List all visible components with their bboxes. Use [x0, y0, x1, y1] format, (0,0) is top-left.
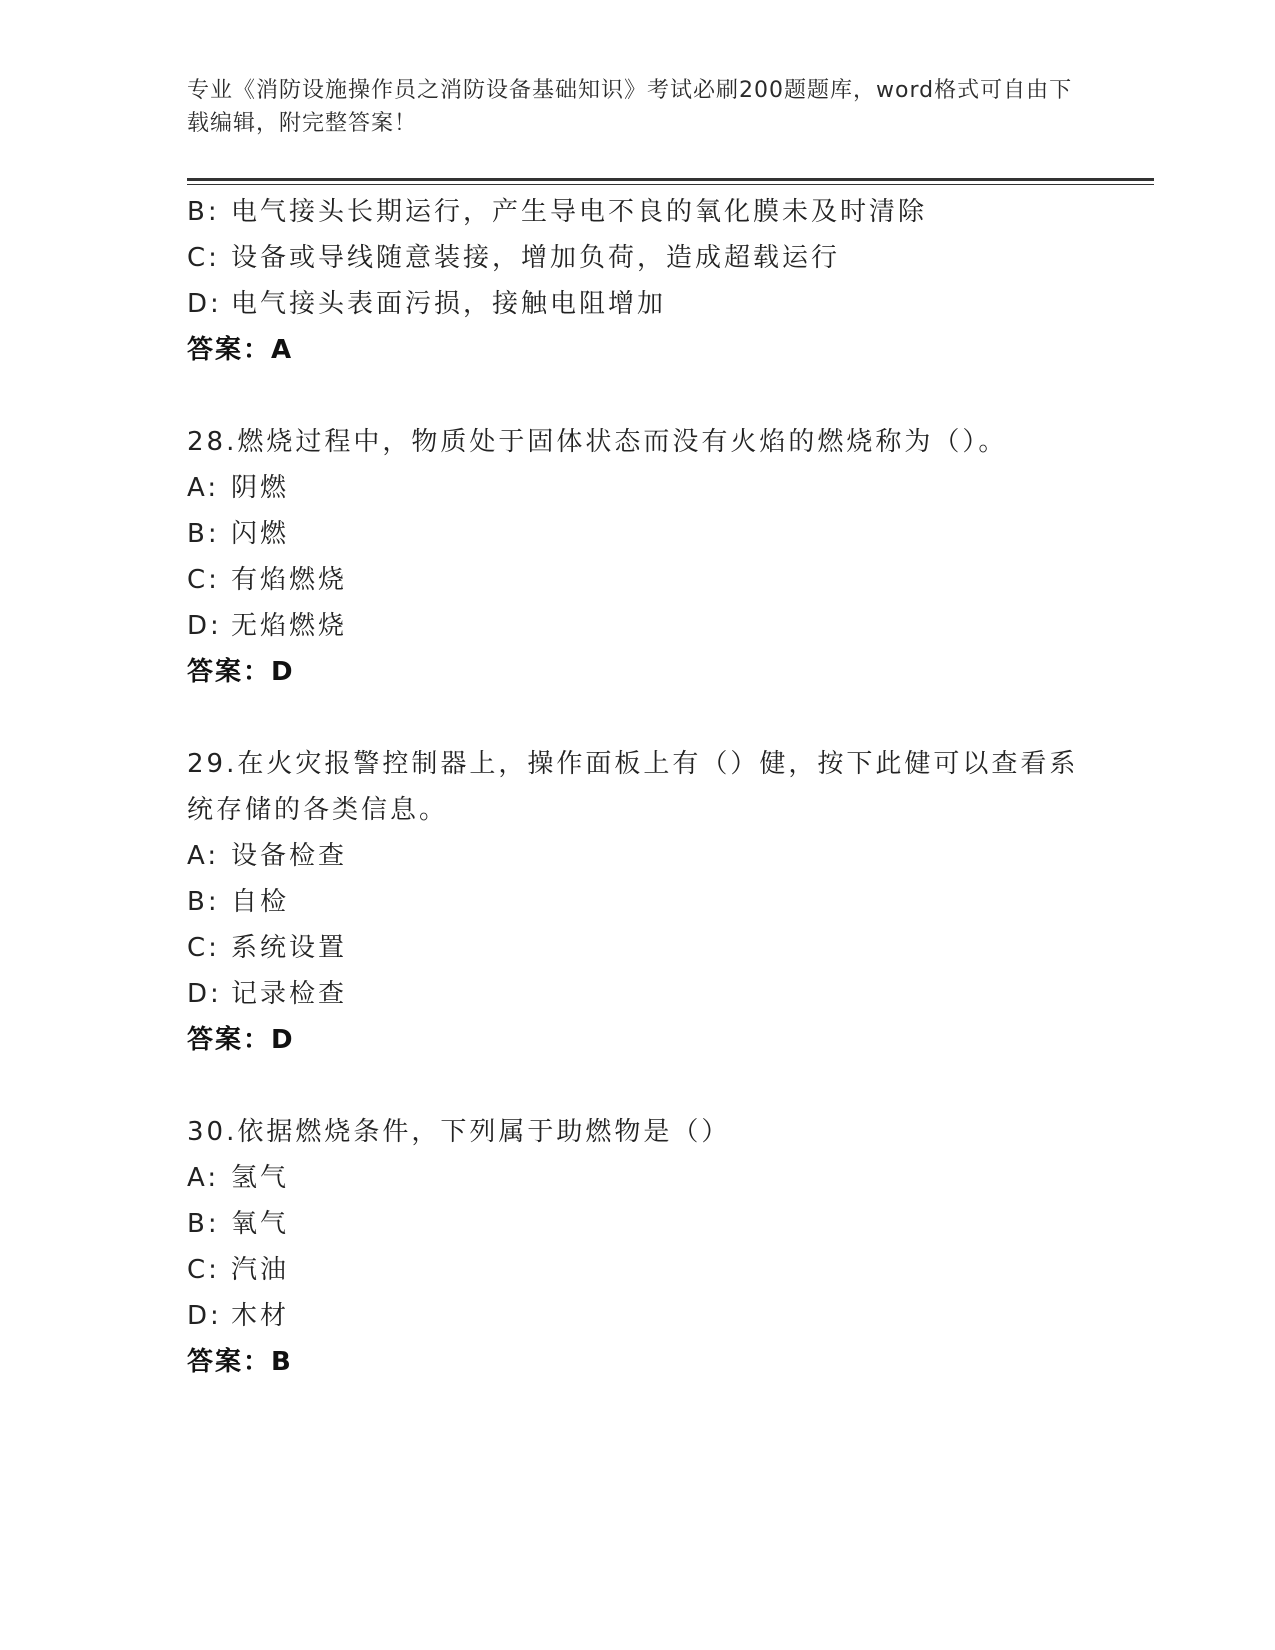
option-d: D: 无焰燃烧: [187, 611, 348, 641]
option-text: 无焰燃烧: [231, 611, 348, 641]
option-text: 设备或导线随意装接，增加负荷，造成超载运行: [231, 243, 841, 273]
answer: 答案：A: [187, 335, 294, 365]
option-d: D: 电气接头表面污损，接触电阻增加: [187, 289, 667, 319]
option-b: B: 氧气: [187, 1209, 290, 1239]
question-28: [187, 419, 1147, 695]
option-b: B: 自检: [187, 887, 290, 917]
option-text: 设备检查: [231, 841, 348, 871]
option-b: B: 闪燃: [187, 519, 290, 549]
option-c: C: 有焰燃烧: [187, 565, 348, 595]
option-text: 阴燃: [231, 473, 290, 503]
answer: 答案：D: [187, 1025, 295, 1055]
page-header: 专业《消防设施操作员之消防设备基础知识》考试必刷200题题库，word格式可自由下载编辑，附完整答案！: [187, 78, 1073, 136]
question-30: [187, 1109, 1147, 1385]
option-text: 木材: [231, 1301, 290, 1331]
option-text: 汽油: [231, 1255, 290, 1285]
option-c: C: 汽油: [187, 1255, 290, 1285]
question-text: 29.在火灾报警控制器上，操作面板上有（）健，按下此健可以查看系统存储的各类信息。: [187, 749, 1079, 825]
option-a: A: 设备检查: [187, 841, 348, 871]
option-text: 氢气: [231, 1163, 290, 1193]
option-text: 系统设置: [231, 933, 348, 963]
option-text: 电气接头长期运行，产生导电不良的氧化膜未及时清除: [231, 197, 928, 227]
question-content: [187, 189, 1147, 1385]
answer: 答案：D: [187, 657, 295, 687]
option-text: 闪燃: [231, 519, 290, 549]
answer: 答案：B: [187, 1347, 293, 1377]
option-text: 记录检查: [231, 979, 348, 1009]
option-text: 电气接头表面污损，接触电阻增加: [231, 289, 667, 319]
option-d: D: 记录检查: [187, 979, 348, 1009]
option-text: 氧气: [231, 1209, 290, 1239]
header-divider: [187, 178, 1154, 181]
option-b: B: 电气接头长期运行，产生导电不良的氧化膜未及时清除: [187, 197, 928, 227]
question-29: [187, 741, 1147, 1063]
option-a: A: 氢气: [187, 1163, 290, 1193]
option-c: C: 设备或导线随意装接，增加负荷，造成超载运行: [187, 243, 841, 273]
option-text: 自检: [231, 887, 290, 917]
option-a: A: 阴燃: [187, 473, 290, 503]
carryover-block: [187, 189, 1147, 373]
question-text: 30.依据燃烧条件，下列属于助燃物是（）: [187, 1117, 731, 1147]
option-text: 有焰燃烧: [231, 565, 348, 595]
header-divider-thin: [187, 184, 1154, 185]
option-d: D: 木材: [187, 1301, 290, 1331]
option-c: C: 系统设置: [187, 933, 348, 963]
question-text: 28.燃烧过程中，物质处于固体状态而没有火焰的燃烧称为（）。: [187, 427, 1008, 457]
